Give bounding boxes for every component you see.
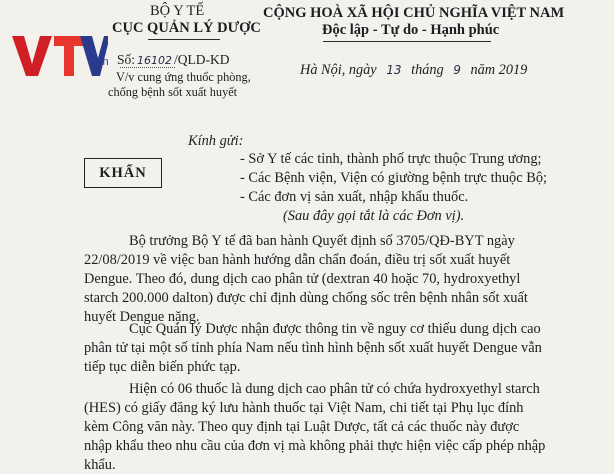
recipient-item: - Sở Y tế các tỉnh, thành phố trực thuộc Trung ương; — [240, 151, 542, 167]
urgent-stamp: KHẨN — [84, 158, 162, 188]
paragraph-line: 22/08/2019 về việc ban hành hướng dẫn chẩn đoán, điều trị sốt xuất huyết — [84, 252, 511, 268]
date-day-handwritten: 13 — [386, 63, 402, 77]
paragraph-line: nhập khẩu theo nhu cầu của đơn vị mà không phải thực hiện việc cấp phép nhập — [84, 438, 546, 454]
doc-number-suffix: /QLD-KD — [174, 52, 230, 67]
paragraph-line: starch 200.000 dalton) được chỉ định dùng chống sốc trên bệnh nhân sốt xuất — [84, 290, 528, 306]
paragraph-line: huyết Dengue nặng. — [84, 309, 200, 325]
right-header-rule — [323, 41, 491, 42]
doc-number-handwritten: 16102 — [137, 54, 173, 67]
logo-domain: .vn — [94, 56, 109, 68]
vtv-logo — [8, 30, 108, 82]
paragraph-line: phân tử tại một số tỉnh phía Nam nếu tình hình bệnh sốt xuất huyết Dengue vẫn — [84, 340, 542, 356]
subject-line-1: V/v cung ứng thuốc phòng, — [116, 70, 251, 84]
subject-line-2: chống bệnh sốt xuất huyết — [108, 85, 238, 99]
ministry-name: BỘ Y TẾ — [150, 3, 205, 19]
national-motto: Độc lập - Tự do - Hạnh phúc — [322, 22, 500, 38]
paragraph-line: (HES) có giấy đăng ký lưu hành thuốc tại Việt Nam, chi tiết tại Phụ lục đính — [84, 400, 524, 416]
document-number — [117, 52, 230, 68]
paragraph-line: khẩu. — [84, 457, 116, 473]
date-month-label: tháng — [411, 62, 444, 78]
greeting: Kính gửi: — [188, 133, 244, 149]
paragraph-line: kèm Công văn này. Theo quy định tại Luật Dược, tất cả các thuốc này được — [84, 419, 520, 435]
doc-number-dotted-line — [120, 67, 175, 68]
doc-number-prefix: Số: — [117, 52, 136, 67]
paragraph-line: Cục Quản lý Dược nhận được thông tin về nguy cơ thiếu dung dịch cao — [129, 321, 541, 337]
date-month-handwritten: 9 — [453, 63, 461, 77]
recipient-item: - Các đơn vị sản xuất, nhập khẩu thuốc. — [240, 189, 469, 205]
paragraph-line: tiếp tục diễn biến phức tạp. — [84, 359, 241, 375]
department-name: CỤC QUẢN LÝ DƯỢC — [112, 20, 261, 36]
paragraph-line: Dengue. Theo đó, dung dịch cao phân tử (dextran 40 hoặc 70, hydroxyethyl — [84, 271, 521, 287]
paragraph-line: Hiện có 06 thuốc là dung dịch cao phân tử có chứa hydroxyethyl starch — [129, 381, 540, 397]
paragraph-line: Bộ trưởng Bộ Y tế đã ban hành Quyết định số 3705/QĐ-BYT ngày — [129, 233, 515, 249]
recipients-note: (Sau đây gọi tắt là các Đơn vị). — [283, 208, 465, 224]
document-date — [300, 62, 527, 79]
date-prefix: Hà Nội, ngày — [300, 62, 377, 78]
nation-title: CỘNG HOÀ XÃ HỘI CHỦ NGHĨA VIỆT NAM — [263, 5, 565, 21]
left-header-rule — [148, 39, 220, 40]
recipient-item: - Các Bệnh viện, Viện có giường bệnh trực thuộc Bộ; — [240, 170, 548, 186]
date-year: năm 2019 — [470, 62, 528, 78]
